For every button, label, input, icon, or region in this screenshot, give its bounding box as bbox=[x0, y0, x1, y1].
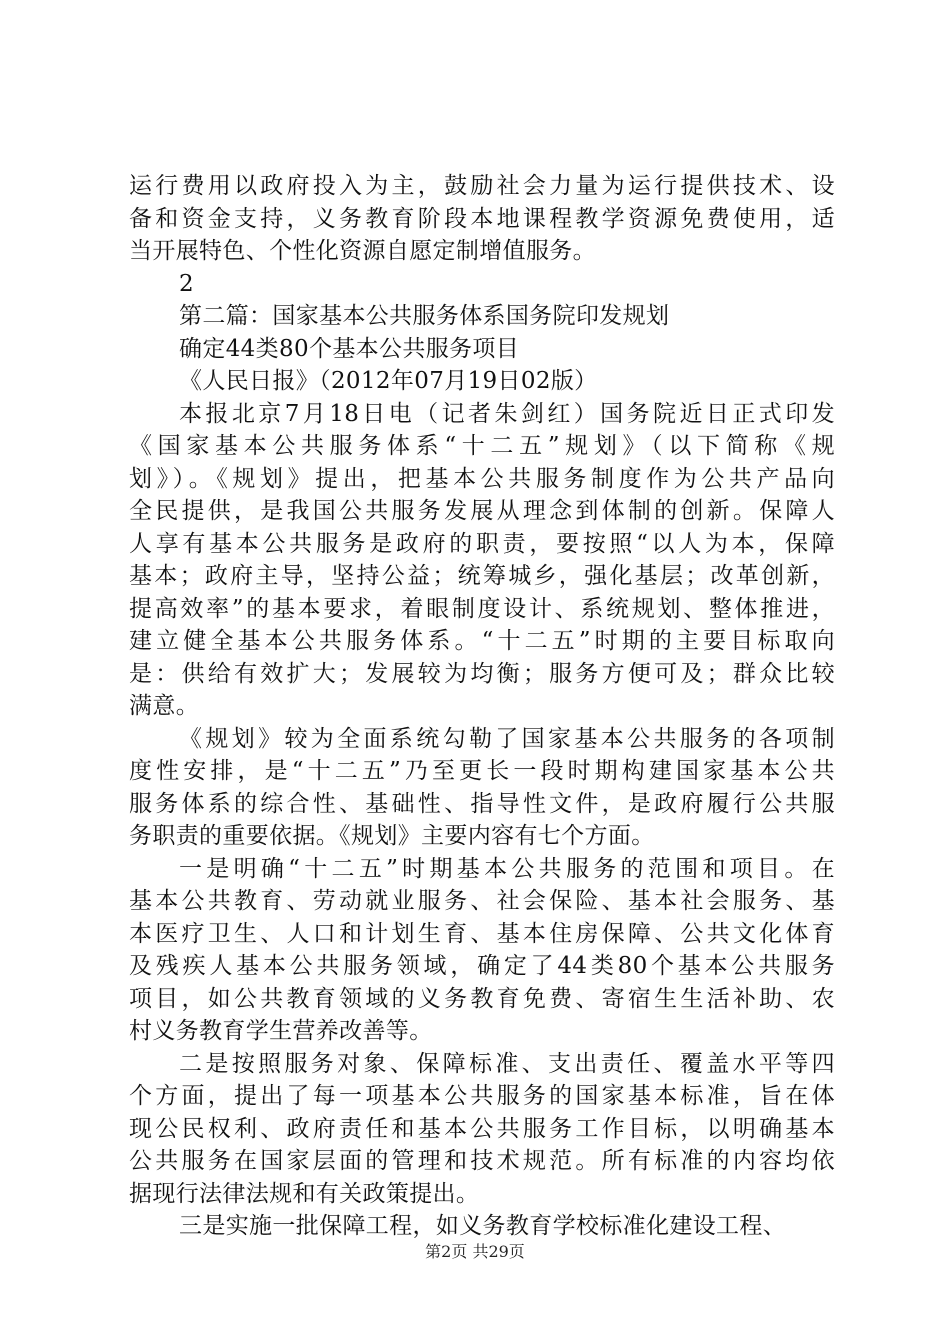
text-line: 划》）。《规划》提出，把基本公共服务制度作为公共产品向 bbox=[129, 465, 835, 492]
text-line: 运行费用以政府投入为主，鼓励社会力量为运行提供技术、设 bbox=[129, 173, 835, 199]
paragraph bbox=[129, 300, 835, 333]
text-line: 个方面，提出了每一项基本公共服务的国家基本标准，旨在体 bbox=[129, 1083, 835, 1109]
text-line: 基本公共教育、劳动就业服务、社会保险、基本社会服务、基 bbox=[129, 888, 835, 914]
paragraph bbox=[129, 723, 835, 853]
text-line: 是：供给有效扩大；发展较为均衡；服务方便可及；群众比较 bbox=[129, 660, 835, 687]
text-line: 《国家基本公共服务体系“十二五”规划》（以下简称《规 bbox=[129, 433, 835, 459]
text-line: 务职责的重要依据。《规划》主要内容有七个方面。 bbox=[129, 823, 655, 849]
text-line: 全民提供，是我国公共服务发展从理念到体制的创新。保障人 bbox=[129, 498, 835, 524]
text-line: 满意。 bbox=[129, 693, 200, 719]
text-line: 2 bbox=[179, 270, 194, 297]
paragraph bbox=[129, 268, 835, 301]
text-line: 公共服务在国家层面的管理和技术规范。所有标准的内容均依 bbox=[129, 1148, 835, 1174]
text-line: 度性安排，是“十二五”乃至更长一段时期构建国家基本公共 bbox=[129, 758, 835, 784]
paragraph bbox=[129, 365, 835, 398]
text-line: 本医疗卫生、人口和计划生育、基本住房保障、公共文化体育 bbox=[129, 920, 835, 947]
paragraph bbox=[129, 1048, 835, 1211]
paragraph bbox=[129, 1210, 835, 1243]
page-footer: 第2页 共29页 bbox=[425, 1242, 525, 1261]
document-body bbox=[129, 170, 835, 1243]
text-line: 本报北京7月18日电（记者朱剑红）国务院近日正式印发 bbox=[179, 400, 835, 427]
text-line: 《规划》较为全面系统勾勒了国家基本公共服务的各项制 bbox=[179, 725, 835, 752]
text-line: 当开展特色、个性化资源自愿定制增值服务。 bbox=[129, 238, 596, 264]
text-line: 第二篇：国家基本公共服务体系国务院印发规划 bbox=[179, 303, 670, 329]
paragraph bbox=[129, 333, 835, 366]
text-line: 基本；政府主导，坚持公益；统筹城乡，强化基层；改革创新， bbox=[129, 563, 835, 589]
text-line: 据现行法律法规和有关政策提出。 bbox=[129, 1180, 480, 1207]
paragraph bbox=[129, 170, 835, 268]
text-line: 及残疾人基本公共服务领域，确定了44类80个基本公共服务 bbox=[129, 953, 835, 979]
text-line: 项目，如公共教育领域的义务教育免费、寄宿生生活补助、农 bbox=[129, 985, 835, 1012]
text-line: 《人民日报》（2012年07月19日02版） bbox=[179, 368, 598, 394]
text-line: 现公民权利、政府责任和基本公共服务工作目标，以明确基本 bbox=[129, 1115, 835, 1142]
text-line: 一是明确“十二五”时期基本公共服务的范围和项目。在 bbox=[179, 855, 835, 882]
text-line: 提高效率”的基本要求，着眼制度设计、系统规划、整体推进， bbox=[129, 595, 835, 622]
paragraph bbox=[129, 853, 835, 1048]
text-line: 人享有基本公共服务是政府的职责，要按照“以人为本，保障 bbox=[129, 530, 835, 557]
paragraph bbox=[129, 398, 835, 723]
text-line: 村义务教育学生营养改善等。 bbox=[129, 1018, 433, 1044]
text-line: 三是实施一批保障工程，如义务教育学校标准化建设工程、 bbox=[179, 1213, 787, 1239]
text-line: 备和资金支持，义务教育阶段本地课程教学资源免费使用，适 bbox=[129, 205, 835, 232]
text-line: 二是按照服务对象、保障标准、支出责任、覆盖水平等四 bbox=[179, 1050, 835, 1077]
text-line: 建立健全基本公共服务体系。“十二五”时期的主要目标取向 bbox=[129, 628, 835, 654]
text-line: 服务体系的综合性、基础性、指导性文件，是政府履行公共服 bbox=[129, 790, 835, 817]
text-line: 确定44类80个基本公共服务项目 bbox=[179, 335, 520, 362]
